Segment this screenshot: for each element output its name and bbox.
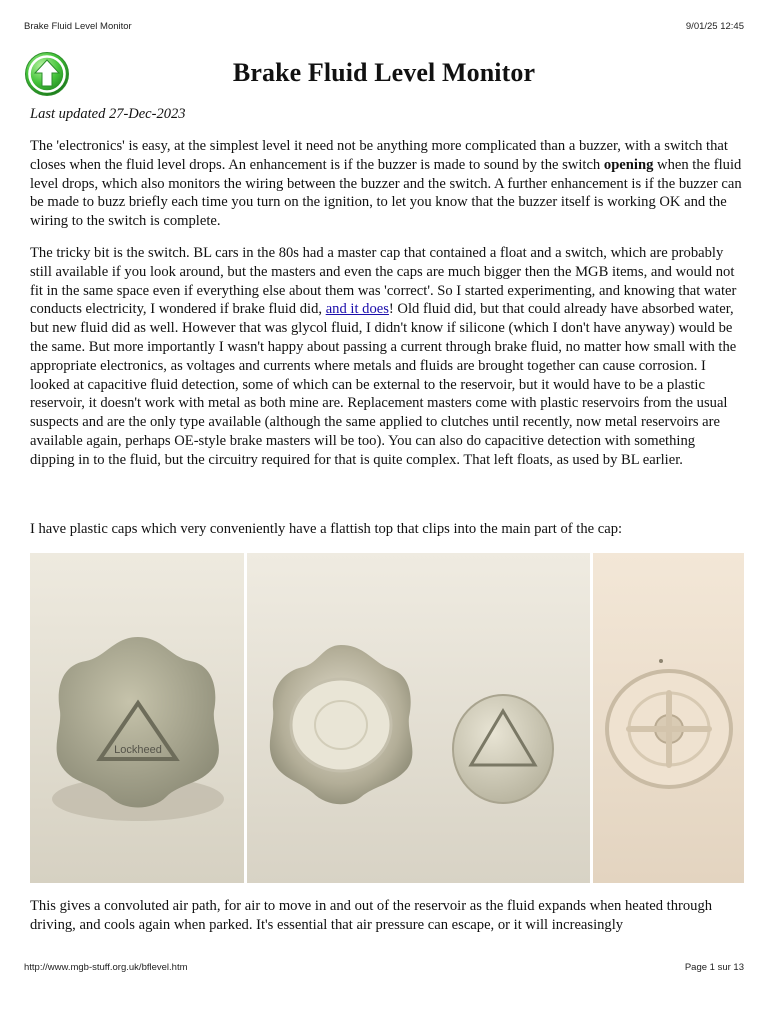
footer-url-link[interactable]: http://www.mgb-stuff.org.uk/bflevel.htm <box>24 962 188 973</box>
cap-photos <box>30 553 744 883</box>
photo-cap-underside <box>593 553 744 883</box>
print-header <box>24 21 744 32</box>
photo-cap-parts <box>247 553 590 883</box>
and-it-does-link[interactable]: and it does <box>325 301 389 318</box>
paragraph-caps: I have plastic caps which very conveniently have a flattish top that clips into the main part of the cap: <box>30 521 623 537</box>
embossed-brand-text: Lockheed <box>114 744 162 756</box>
last-updated: Last updated 27-Dec-2023 <box>30 106 186 122</box>
footer-page-number: Page 1 sur 13 <box>684 962 744 973</box>
photo-assembled-cap <box>30 553 244 883</box>
print-footer <box>24 962 744 973</box>
print-header-datetime: 9/01/25 12:45 <box>685 21 744 32</box>
print-header-title: Brake Fluid Level Monitor <box>24 21 132 32</box>
paragraph-text: ! Old fluid did, but that could already have absorbed water, but new fluid did as well. However that was glycol fluid, I didn't know if silicone (which I don't have anyway) would be the same. But more importantly I wasn't happy about passing a current through brake fluid, no matter how small with the appropriate electronics, as voltages and currents where metals and fluids are brought together can cause corrosion. I looked at capacitive fluid detection, some of which can be external to the reservoir, but it would have to be a plastic reservoir, it doesn't work with metal as both mine are. Replacement masters come with plastic reservoirs from the usual suspects and are the only type available (although the same applied to clutches until recently, now metal reservoirs are available again, perhaps OE-style brake masters will be too). You can also do capacitive detection with something dipping in to the fluid, but the circuitry required for that is quite complex. That left floats, as used by BL earlier. <box>30 301 737 468</box>
paragraph-air-path: This gives a convoluted air path, for air to move in and out of the reservoir as the fluid expands when heated through driving, and cools again when parked. It's essential that air pressure can escape, or it will increasingly <box>30 898 713 933</box>
emphasis-opening: opening <box>603 156 654 173</box>
paragraph-text: The tricky bit is the switch. BL cars in the 80s had a master cap that contained a float and a switch, which are probably still available if you look around, but the masters and even the caps are much bigger then the MGB items, and would not fit in the same space even if everything else about them was 'correct'. So I started experimenting, and knowing that water conducts electricity, I wondered if brake fluid did, <box>30 245 737 318</box>
paragraph-intro <box>30 137 742 231</box>
paragraph-switch <box>30 244 742 470</box>
page-title: Brake Fluid Level Monitor <box>232 58 536 87</box>
paragraph-text: when the fluid level drops, which also monitors the wiring between the buzzer and the switch. A further enhancement is if the buzzer can be made to buzz briefly each time you turn on the ignition, to let you know that the buzzer itself is working OK and the wiring to the switch is complete. <box>30 156 742 230</box>
paragraph-text: The 'electronics' is easy, at the simplest level it need not be anything more complicated than a buzzer, with a switch that closes when the fluid level drops. An enhancement is if the buzzer is made to sound by the switch <box>30 138 728 173</box>
